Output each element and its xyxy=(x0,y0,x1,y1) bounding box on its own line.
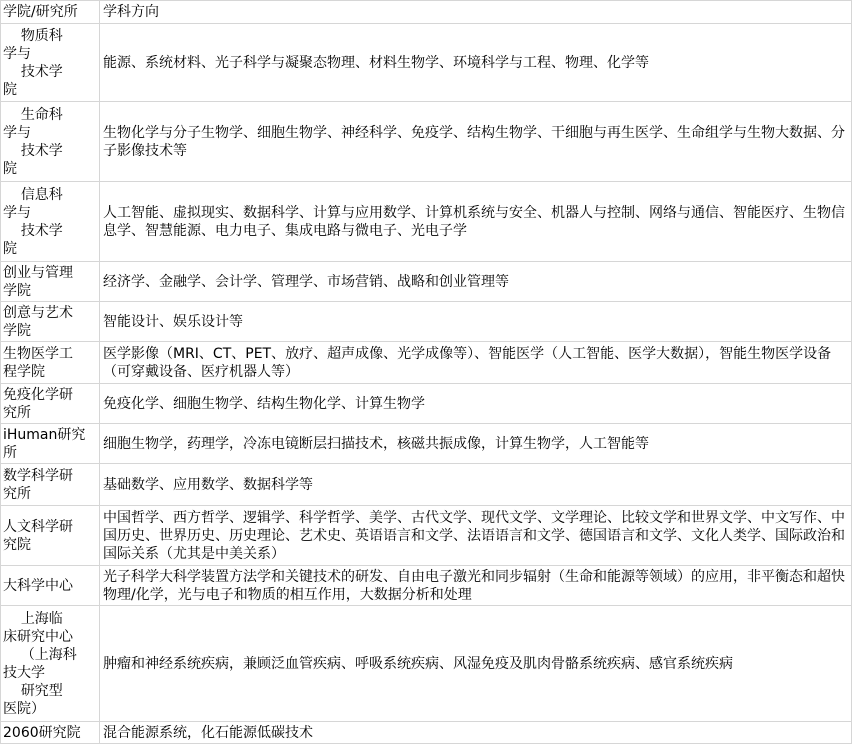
discipline-cell: 生物化学与分子生物学、细胞生物学、神经科学、免疫学、结构生物学、干细胞与再生医学、生命组学与生物大数据、分子影像技术等 xyxy=(100,102,852,182)
institute-cell: 生命科 学与 技术学 院 xyxy=(1,102,100,182)
discipline-cell: 人工智能、虚拟现实、数据科学、计算与应用数学、计算机系统与安全、机器人与控制、网络与通信、智能医疗、生物信息学、智慧能源、电力电子、集成电路与微电子、光电子学 xyxy=(100,182,852,262)
discipline-cell: 基础数学、应用数学、数据科学等 xyxy=(100,464,852,506)
discipline-cell: 光子科学大科学装置方法学和关键技术的研发、自由电子激光和同步辐射（生命和能源等领域）的应用，非平衡态和超快物理/化学，光与电子和物质的相互作用，大数据分析和处理 xyxy=(100,566,852,606)
header-discipline: 学科方向 xyxy=(100,1,852,24)
institute-cell: 大科学中心 xyxy=(1,566,100,606)
table-row xyxy=(1,342,852,384)
table-row xyxy=(1,182,852,262)
institute-cell: iHuman研究 所 xyxy=(1,424,100,464)
institute-cell: 物质科 学与 技术学 院 xyxy=(1,24,100,102)
table-row xyxy=(1,24,852,102)
discipline-cell: 肿瘤和神经系统疾病，兼顾泛血管疾病、呼吸系统疾病、风湿免疫及肌肉骨骼系统疾病、感官系统疾病 xyxy=(100,606,852,722)
institute-cell: 人文科学研 究院 xyxy=(1,506,100,566)
institute-cell: 创意与艺术 学院 xyxy=(1,302,100,342)
institute-cell: 上海临 床研究中心 （上海科 技大学 研究型 医院） xyxy=(1,606,100,722)
table-row xyxy=(1,606,852,722)
discipline-cell: 免疫化学、细胞生物学、结构生物化学、计算生物学 xyxy=(100,384,852,424)
discipline-cell: 细胞生物学，药理学，冷冻电镜断层扫描技术，核磁共振成像，计算生物学，人工智能等 xyxy=(100,424,852,464)
table-row xyxy=(1,566,852,606)
discipline-cell: 医学影像（MRI、CT、PET、放疗、超声成像、光学成像等）、智能医学（人工智能、医学大数据），智能生物医学设备（可穿戴设备、医疗机器人等） xyxy=(100,342,852,384)
table-row xyxy=(1,302,852,342)
header-institute: 学院/研究所 xyxy=(1,1,100,24)
table-row xyxy=(1,424,852,464)
table-row xyxy=(1,464,852,506)
table-header-row xyxy=(1,1,852,24)
institute-cell: 数学科学研 究所 xyxy=(1,464,100,506)
discipline-cell: 经济学、金融学、会计学、管理学、市场营销、战略和创业管理等 xyxy=(100,262,852,302)
table-row xyxy=(1,102,852,182)
discipline-cell: 能源、系统材料、光子科学与凝聚态物理、材料生物学、环境科学与工程、物理、化学等 xyxy=(100,24,852,102)
discipline-cell: 混合能源系统，化石能源低碳技术 xyxy=(100,722,852,744)
table-row xyxy=(1,506,852,566)
institute-cell: 创业与管理 学院 xyxy=(1,262,100,302)
table-row xyxy=(1,722,852,744)
institute-cell: 生物医学工 程学院 xyxy=(1,342,100,384)
discipline-cell: 中国哲学、西方哲学、逻辑学、科学哲学、美学、古代文学、现代文学、文学理论、比较文学和世界文学、中文写作、中国历史、世界历史、历史理论、艺术史、英语语言和文学、法语语言和文学、德国语言和文学、文化人类学、国际政治和国际关系（尤其是中美关系） xyxy=(100,506,852,566)
institute-cell: 信息科 学与 技术学 院 xyxy=(1,182,100,262)
table-row xyxy=(1,384,852,424)
institute-cell: 2060研究院 xyxy=(1,722,100,744)
discipline-cell: 智能设计、娱乐设计等 xyxy=(100,302,852,342)
institute-cell: 免疫化学研 究所 xyxy=(1,384,100,424)
table-row xyxy=(1,262,852,302)
